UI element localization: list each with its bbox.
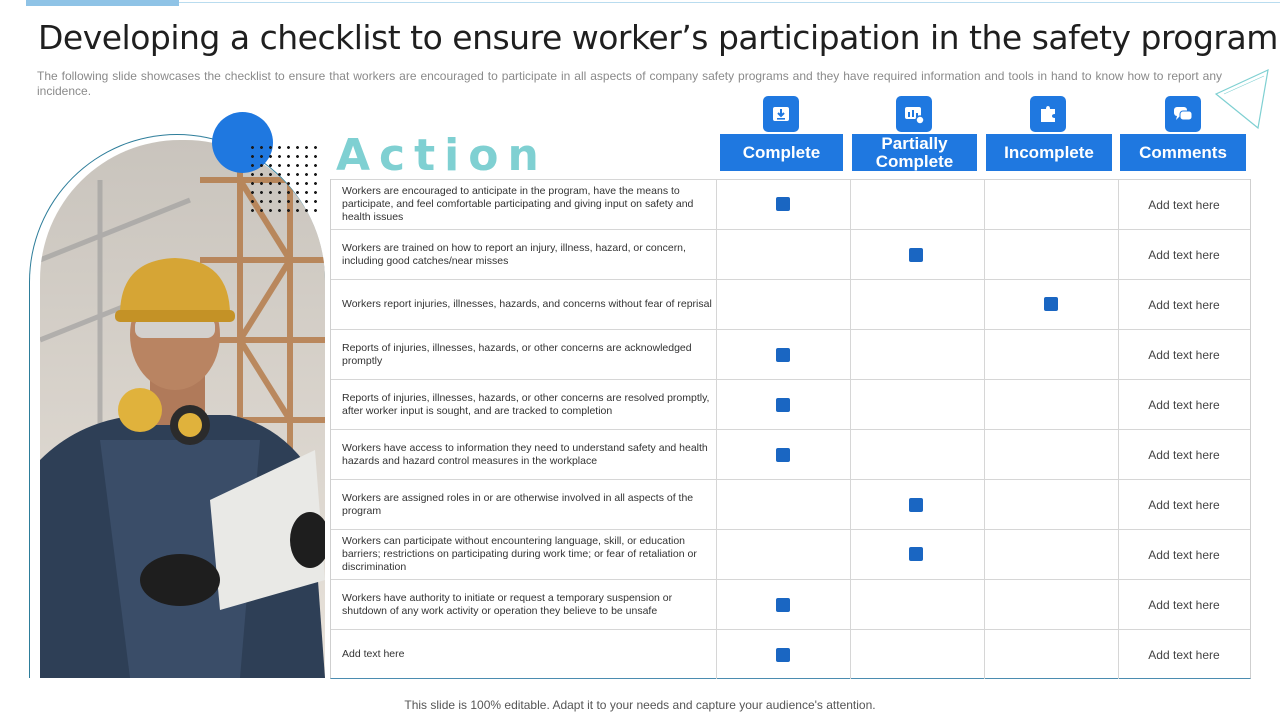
table-row	[331, 479, 1250, 529]
column-divider	[850, 380, 851, 429]
status-check-mark[interactable]	[909, 547, 923, 561]
column-divider	[984, 530, 985, 579]
comment-cell[interactable]: Add text here	[1148, 647, 1220, 662]
column-divider	[984, 230, 985, 279]
comment-cell[interactable]: Add text here	[1148, 297, 1220, 312]
comment-cell[interactable]: Add text here	[1148, 197, 1220, 212]
action-text: Workers are trained on how to report an injury, illness, hazard, or concern, including good catches/near misses	[342, 241, 686, 267]
table-row	[331, 429, 1250, 479]
comment-cell[interactable]: Add text here	[1148, 597, 1220, 612]
column-header-complete: Complete	[720, 134, 843, 171]
action-text: Reports of injuries, illnesses, hazards, or other concerns are acknowledged promptly	[342, 341, 692, 367]
status-check-mark[interactable]	[776, 348, 790, 362]
column-divider	[850, 480, 851, 529]
column-divider	[716, 430, 717, 479]
action-text: Workers report injuries, illnesses, hazards, and concerns without fear of reprisal	[342, 298, 712, 310]
column-divider	[984, 430, 985, 479]
action-text: Workers are assigned roles in or are otherwise involved in all aspects of the program	[342, 491, 694, 517]
chat-bubbles-icon	[1165, 96, 1201, 132]
column-divider	[850, 280, 851, 329]
column-divider	[716, 180, 717, 229]
table-row	[331, 629, 1250, 679]
column-divider	[984, 180, 985, 229]
action-text: Reports of injuries, illnesses, hazards, or other concerns are resolved promptly, after worker input is sought, and are tracked to completion	[342, 391, 710, 417]
column-divider	[850, 630, 851, 679]
chart-settings-icon	[896, 96, 932, 132]
column-header-comments: Comments	[1120, 134, 1246, 171]
status-check-mark[interactable]	[776, 598, 790, 612]
table-row	[331, 179, 1250, 229]
slide-title: Developing a checklist to ensure worker’s participation in the safety program	[38, 18, 1278, 57]
table-row	[331, 229, 1250, 279]
action-text: Add text here	[342, 648, 405, 660]
action-text: Workers have authority to initiate or request a temporary suspension or shutdown of any work activity or operation they believe to be unsafe	[342, 591, 673, 617]
column-divider	[716, 330, 717, 379]
status-check-mark[interactable]	[909, 248, 923, 262]
column-divider	[850, 330, 851, 379]
comment-cell[interactable]: Add text here	[1148, 347, 1220, 362]
table-row	[331, 279, 1250, 329]
column-divider	[716, 530, 717, 579]
column-divider	[716, 380, 717, 429]
column-divider	[984, 580, 985, 629]
table-row	[331, 379, 1250, 429]
comment-cell[interactable]: Add text here	[1148, 247, 1220, 262]
column-divider	[850, 580, 851, 629]
comment-cell[interactable]: Add text here	[1148, 397, 1220, 412]
status-check-mark[interactable]	[909, 498, 923, 512]
checklist-table	[330, 179, 1251, 679]
worker-photo	[40, 140, 325, 678]
status-check-mark[interactable]	[1044, 297, 1058, 311]
column-divider	[850, 180, 851, 229]
column-divider	[716, 480, 717, 529]
action-text: Workers are encouraged to anticipate in the program, have the means to participate, and feel comfortable participating and giving input on safety and health issues	[342, 185, 694, 223]
status-check-mark[interactable]	[776, 398, 790, 412]
column-divider	[716, 580, 717, 629]
column-divider	[984, 630, 985, 679]
triangle-decoration	[1212, 66, 1272, 132]
column-divider	[984, 280, 985, 329]
status-check-mark[interactable]	[776, 648, 790, 662]
puzzle-icon	[1030, 96, 1066, 132]
top-rule	[179, 2, 1280, 3]
top-accent-bar	[26, 0, 179, 6]
column-divider	[716, 230, 717, 279]
column-header-incomplete: Incomplete	[986, 134, 1112, 171]
column-divider	[716, 630, 717, 679]
status-check-mark[interactable]	[776, 197, 790, 211]
table-row	[331, 529, 1250, 579]
slide-subtitle: The following slide showcases the checklist to ensure that workers are encouraged to participate in all aspects of company safety programs and they have required information and tools in hand to know how to report any incidence.	[37, 69, 1222, 98]
column-divider	[984, 380, 985, 429]
table-row	[331, 579, 1250, 629]
column-divider	[850, 430, 851, 479]
action-text: Workers have access to information they need to understand safety and health hazards and hazard control measures in the workplace	[342, 441, 708, 467]
comment-cell[interactable]: Add text here	[1148, 547, 1220, 562]
action-heading: Action	[336, 130, 548, 181]
column-divider	[984, 330, 985, 379]
status-check-mark[interactable]	[776, 448, 790, 462]
download-doc-icon	[763, 96, 799, 132]
column-divider	[716, 280, 717, 329]
dot-grid-decoration	[248, 143, 318, 213]
comment-cell[interactable]: Add text here	[1148, 497, 1220, 512]
footer-note: This slide is 100% editable. Adapt it to your needs and capture your audience's attention.	[404, 698, 876, 712]
action-text: Workers can participate without encountering language, skill, or education barriers; restrictions on participating during work time; or fear of retaliation or discrimination	[342, 535, 697, 573]
column-divider	[850, 230, 851, 279]
column-divider	[984, 480, 985, 529]
column-divider	[850, 530, 851, 579]
table-row	[331, 329, 1250, 379]
comment-cell[interactable]: Add text here	[1148, 447, 1220, 462]
column-header-partially-complete: Partially Complete	[852, 134, 977, 171]
